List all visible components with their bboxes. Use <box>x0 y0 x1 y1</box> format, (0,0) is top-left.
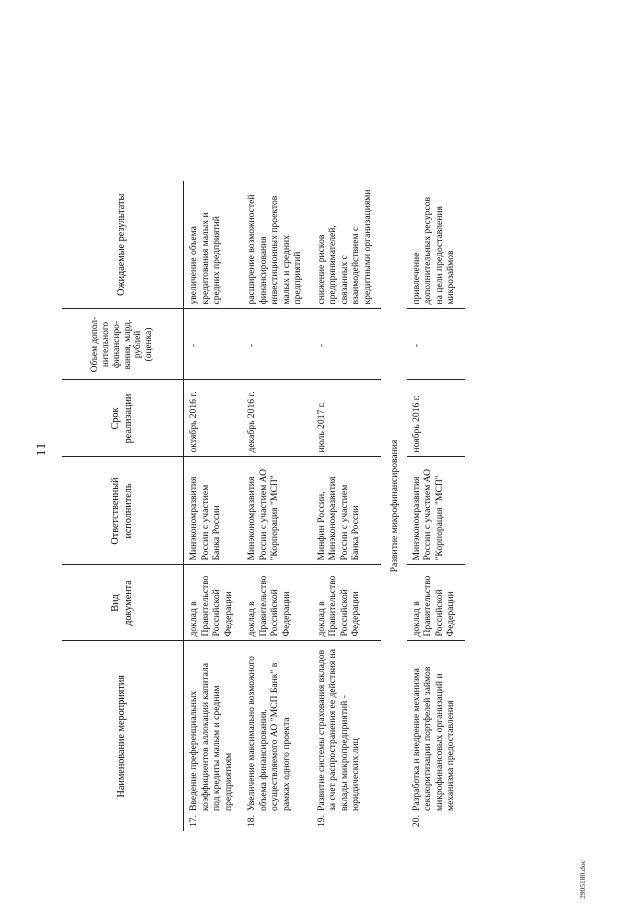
row-number: 20. <box>410 815 422 827</box>
header-doc-type: Вид документа <box>62 565 184 641</box>
term-cell: июль 2017 г. <box>312 380 382 457</box>
results-cell: увеличение объема кредитования малых и средних предприятий <box>184 181 243 309</box>
executor-cell: Минфин России, Минэкономразвития России с участием Банка России <box>312 457 382 565</box>
header-executor: Ответственный исполнитель <box>62 457 184 565</box>
results-cell: расширение возможностей финансирования инвестиционных проектов малых и средних предприятий <box>242 181 312 309</box>
table-header-row <box>62 181 184 831</box>
row-number: 19. <box>315 815 327 827</box>
results-cell: привлечение дополнительных ресурсов на цели предоставления микрозаймов <box>407 181 465 309</box>
measure-name: Разработка и внедрение механизма секьюритизации портфелей займов микрофинансовых организаций и механизма предоставления <box>410 666 456 811</box>
page-number: 11 <box>34 441 48 457</box>
results-cell: снижение рисков предпринимателей, связанных с взаимодействием с кредитными организациями <box>312 181 382 309</box>
measure-name: Введение преференциальных коэффициентов аллокации капитала под кредиты малым и средним предприятиям <box>188 662 234 811</box>
funding-cell: - <box>407 309 465 380</box>
measure-name: Увеличение максимально возможного объема финансирования, осуществляемого АО "МСП Банк" в рамках одного проекта <box>246 656 292 811</box>
doc-type-cell: доклад в Правительство Российской Федерации <box>242 565 312 641</box>
term-cell: ноябрь 2016 г. <box>407 380 465 457</box>
table-row <box>242 181 312 831</box>
table-row <box>312 181 382 831</box>
executor-cell: Минэкономразвития России с участием АО "Корпорация "МСП" <box>407 457 465 565</box>
doc-type-cell: доклад в Правительство Российской Федерации <box>407 565 465 641</box>
table-row <box>407 181 465 831</box>
document-id: 2905180.doc <box>578 860 587 899</box>
measures-table <box>62 181 465 831</box>
header-results: Ожидаемые результаты <box>62 181 184 309</box>
term-cell: октябрь 2016 г. <box>184 380 243 457</box>
table-row <box>184 181 243 831</box>
header-term: Срок реализации <box>62 380 184 457</box>
section-row <box>381 181 407 831</box>
term-cell: декабрь 2016 г. <box>242 380 312 457</box>
measure-name: Развитие системы страхования вкладов за счет распространения ее действия на вклады микропредприятий - юридических лиц <box>315 648 361 811</box>
doc-type-cell: доклад в Правительство Российской Федерации <box>312 565 382 641</box>
funding-cell: - <box>184 309 243 380</box>
row-number: 18. <box>246 815 257 827</box>
executor-cell: Минэкономразвития России с участием Банка России <box>184 457 243 565</box>
executor-cell: Минэкономразвития России с участием АО "Корпорация "МСП" <box>242 457 312 565</box>
doc-type-cell: доклад в Правительство Российской Федерации <box>184 565 243 641</box>
row-number: 17. <box>188 815 199 827</box>
section-title: Развитие микрофинансирования <box>389 439 400 573</box>
header-name: Наименование мероприятия <box>62 641 184 831</box>
funding-cell: - <box>312 309 382 380</box>
funding-cell: - <box>242 309 312 380</box>
header-funding: Объем допол-нительного финансиро-вания, млрд. рублей (оценка) <box>62 309 184 380</box>
